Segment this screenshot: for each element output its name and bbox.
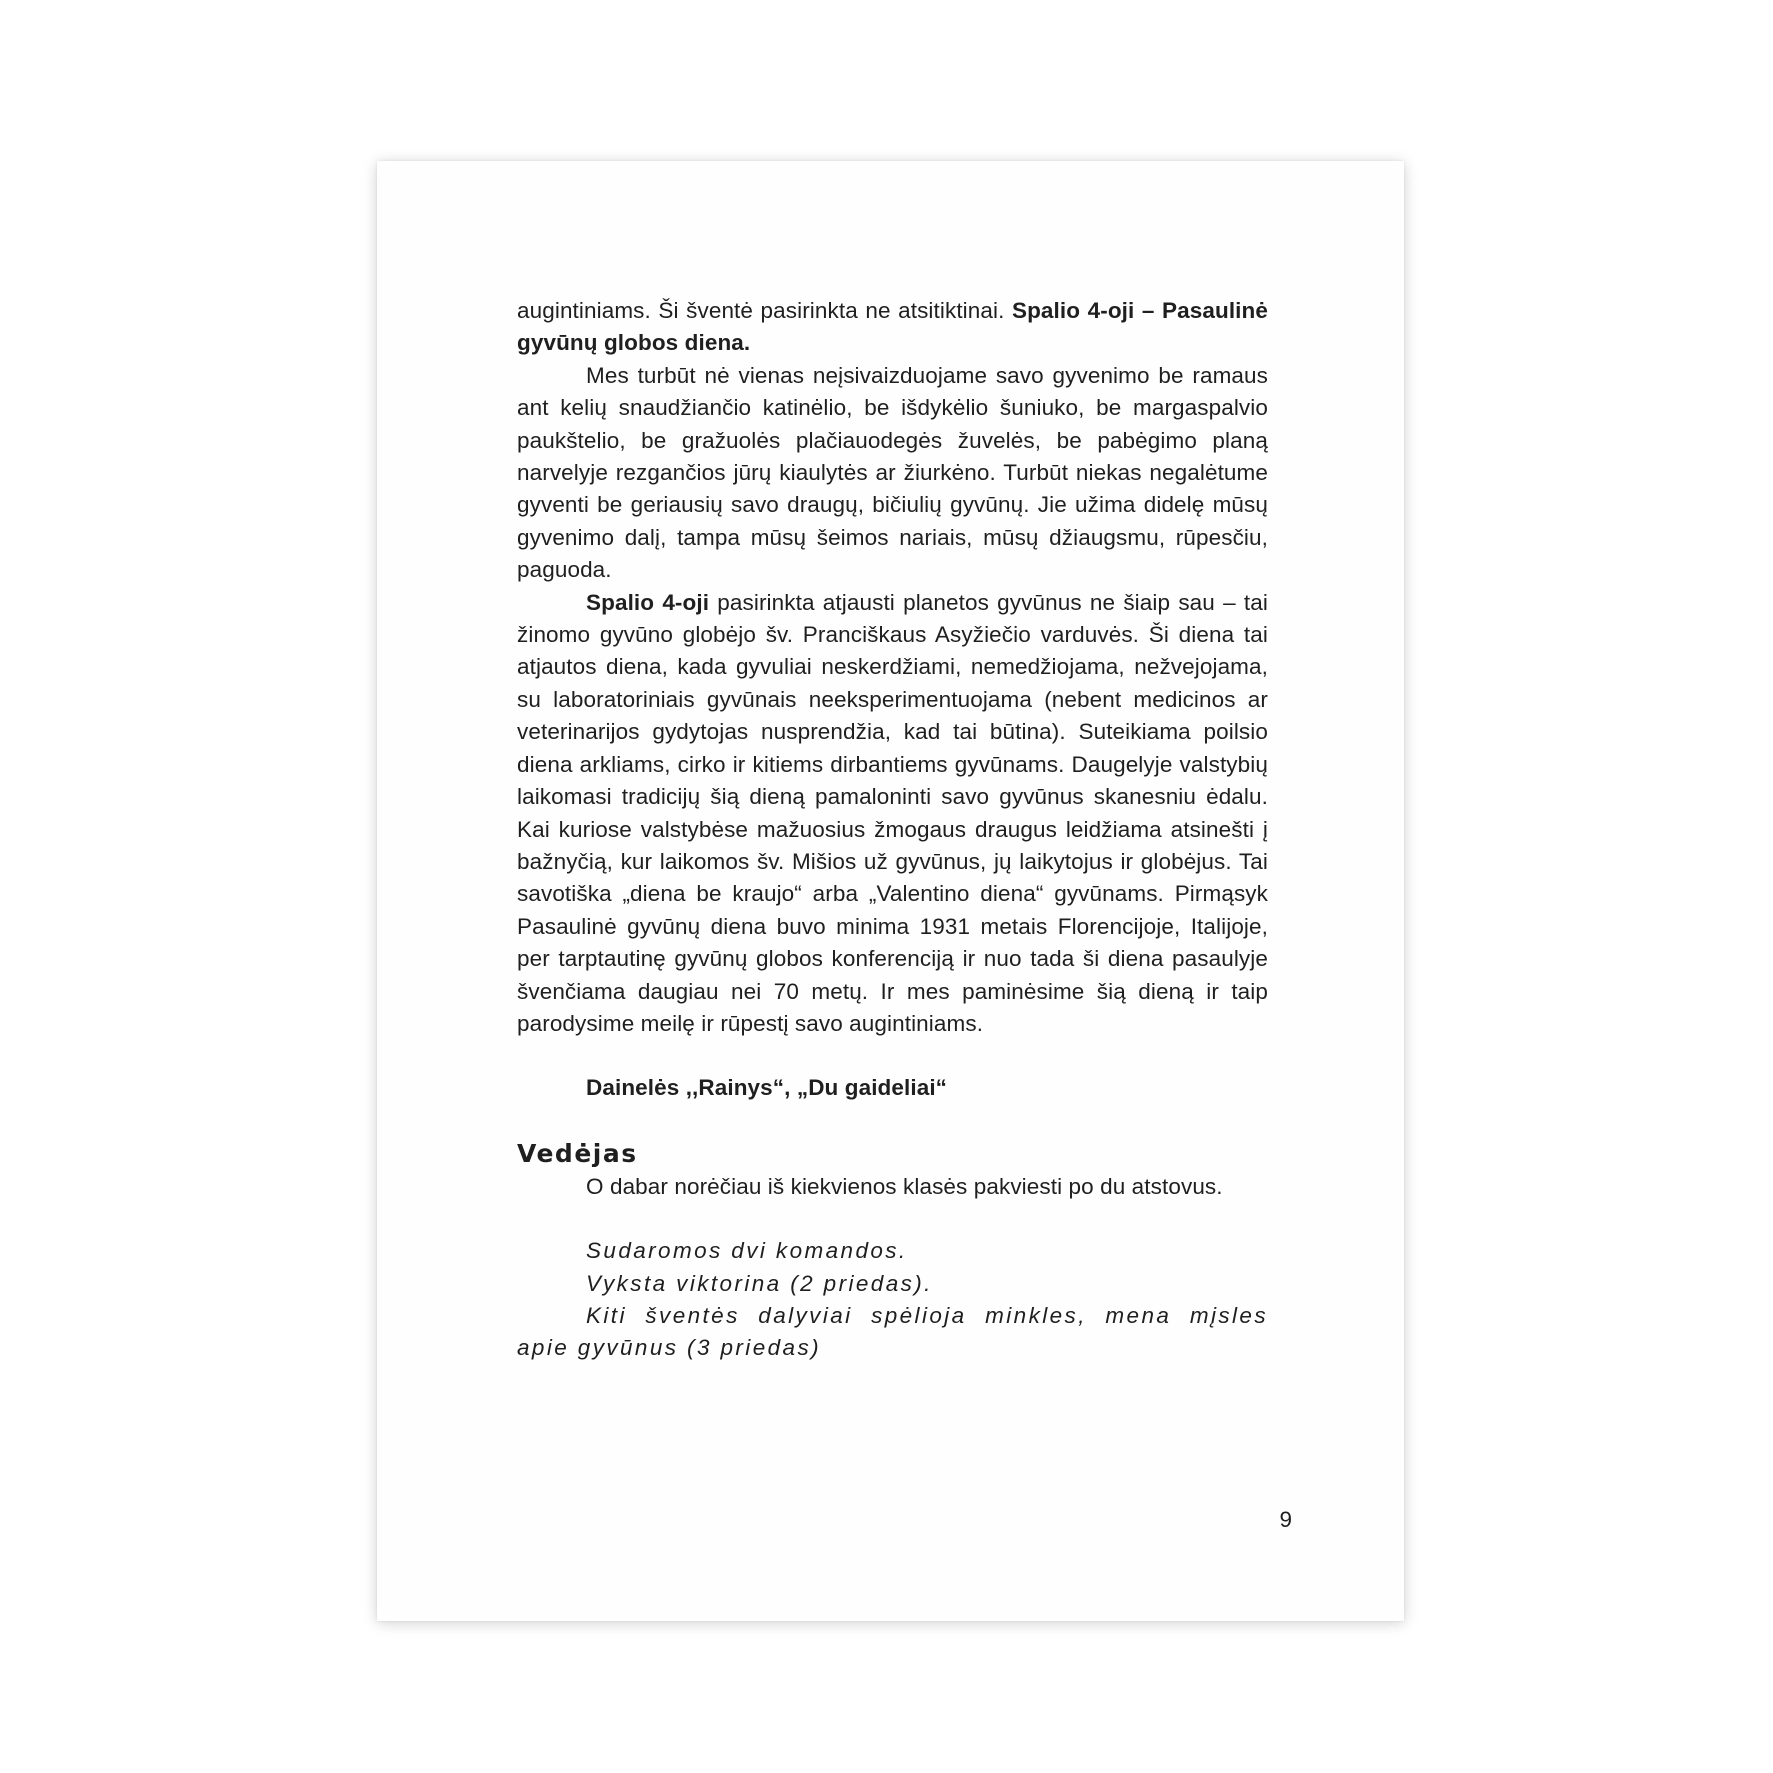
host-line: O dabar norėčiau iš kiekvienos klasės pakviesti po du atstovus. [586,1173,1223,1199]
book-page [377,161,1404,1621]
page-content [517,295,1268,1365]
page-number: 9 [1279,1507,1292,1532]
paragraph-intro-text: augintiniams. Ši šventė pasirinkta ne atsitiktinai. [517,298,1012,323]
host-heading: Vedėjas [517,1138,638,1168]
paragraph-intro [517,295,1268,360]
songs-title: Dainelės ,,Rainys“, „Du gaideliai“ [586,1075,948,1101]
paragraph-pets: Mes turbūt nė vienas neįsivaizduojame savo gyvenimo be ramaus ant kelių snaudžiančio katinėlio, be išdykėlio šuniuko, be margaspalvio paukštelio, be gražuolės plačiauodegės žuvelės, be pabėgimo planą narvelyje rezgančios jūrų kiaulytės ar žiurkėno. Turbūt niekas negalėtume gyventi be geriausių savo draugų, bičiulių gyvūnų. Jie užima didelę mūsų gyvenimo dalį, tampa mūsų šeimos nariais, mūsų džiaugsmu, rūpesčiu, paguoda. [517,362,1268,583]
paragraph-october-4 [517,587,1268,1041]
paragraph-intro-bold: Spalio 4-oji – Pasaulinė gyvūnų globos diena. [517,298,1268,356]
stage-direction-3: Kiti šventės dalyviai spėlioja minkles, mena mįsles apie gyvūnus (3 priedas) [517,1302,1268,1361]
stage-direction-1: Sudaromos dvi komandos. [586,1238,908,1264]
paragraph-october-4-text: pasirinkta atjausti planetos gyvūnus ne šiaip sau – tai žinomo gyvūno globėjo šv. Pranciškaus Asyžiečio varduvės. Ši diena tai atjautos diena, kada gyvuliai neskerdžiami, nemedžiojama, nežvejojama, su laboratoriniais gyvūnais neeksperimentuojama (nebent medicinos ar veterinarijos gydytojas nusprendžia, kad tai būtina). Suteikiama poilsio diena arkliams, cirko ir kitiems dirbantiems gyvūnams. Daugelyje valstybių laikomasi tradicijų šią dieną pamaloninti savo gyvūnus skanesniu ėdalu. Kai kuriose valstybėse mažuosius žmogaus draugus leidžiama atsinešti į bažnyčią, kur laikomos šv. Mišios už gyvūnus, jų laikytojus ir globėjus. Tai savotiška „diena be kraujo“ arba „Valentino diena“ gyvūnams. Pirmąsyk Pasaulinė gyvūnų diena buvo minima 1931 metais Florencijoje, Italijoje, per tarptautinę gyvūnų globos konferenciją ir nuo tada ši diena pasaulyje švenčiama daugiau nei 70 metų. Ir mes paminėsime šią dieną ir taip parodysime meilę ir rūpestį savo augintiniams. [517,589,1268,1036]
paragraph-october-4-bold: Spalio 4-oji [586,589,710,615]
stage-directions [517,1235,1268,1365]
stage-direction-2: Vyksta viktorina (2 priedas). [586,1270,933,1296]
